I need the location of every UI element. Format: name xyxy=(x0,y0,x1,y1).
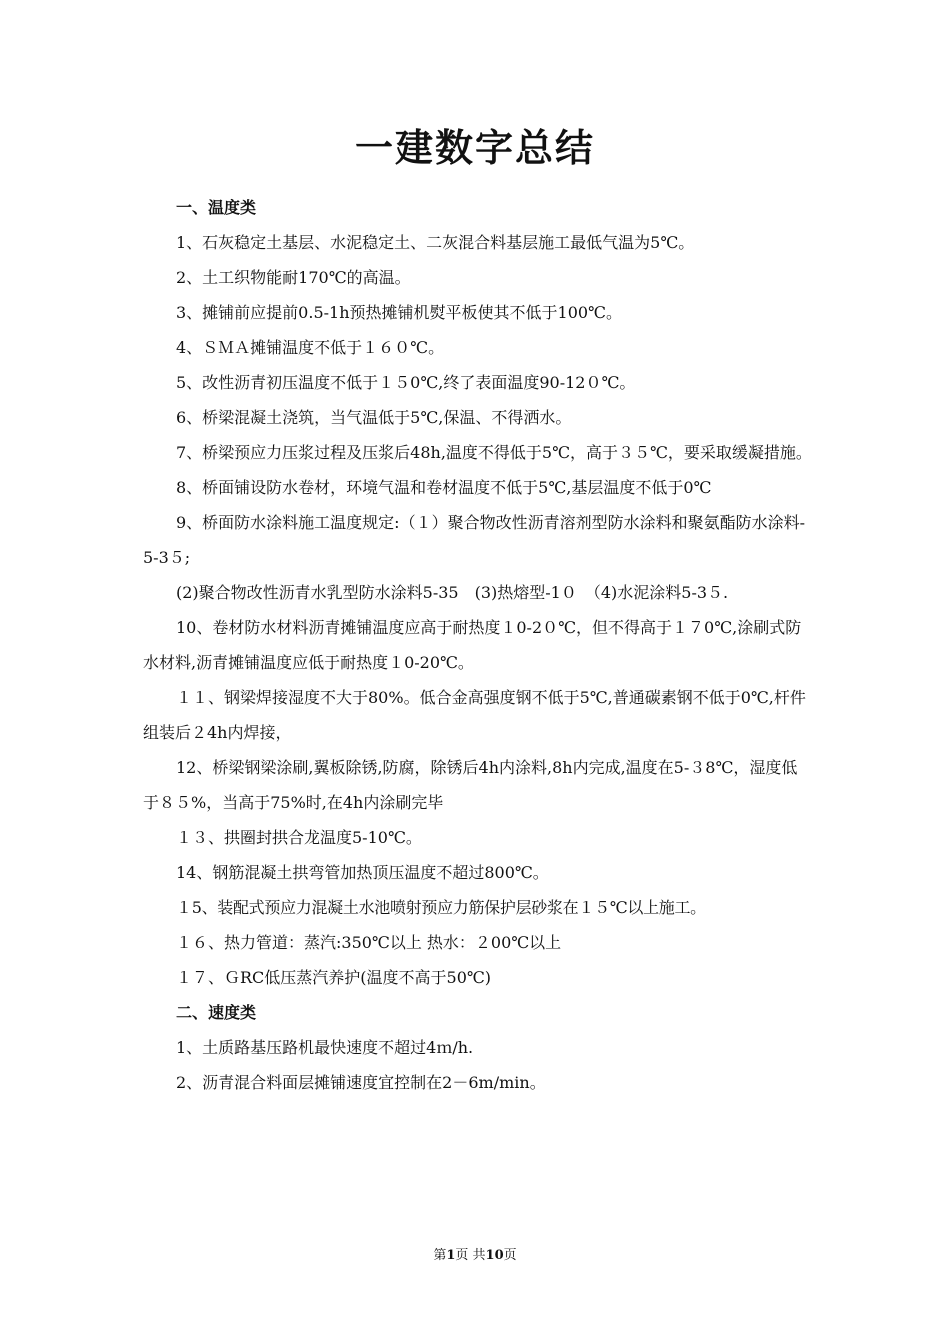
list-item: 4、ＳＭＡ摊铺温度不低于１６０℃。 xyxy=(176,338,445,357)
list-item: 2、土工织物能耐170℃的高温。 xyxy=(176,268,411,287)
section-heading-temperature: 一、温度类 xyxy=(176,198,257,217)
section-heading-speed: 二、速度类 xyxy=(176,1003,257,1022)
document-body xyxy=(143,190,813,1100)
page-footer xyxy=(0,1246,950,1266)
list-item: 5、改性沥青初压温度不低于１５0℃,终了表面温度90-12０℃。 xyxy=(176,373,636,392)
list-item: 8、桥面铺设防水卷材，环境气温和卷材温度不低于5℃,基层温度不低于0℃ xyxy=(176,478,712,497)
list-item: 6、桥梁混凝土浇筑，当气温低于5℃,保温、不得洒水。 xyxy=(176,408,572,427)
list-item: 2、沥青混合料面层摊铺速度宜控制在2－6m/min。 xyxy=(176,1073,546,1092)
list-item: 1、石灰稳定土基层、水泥稳定土、二灰混合料基层施工最低气温为5℃。 xyxy=(176,233,695,252)
document-title: 一建数字总结 xyxy=(354,125,595,170)
list-item: １１、钢梁焊接湿度不大于80%。低合金高强度钢不低于5℃,普通碳素钢不低于0℃,杆件组装后２4h内焊接， xyxy=(143,688,806,742)
list-item: (2)聚合物改性沥青水乳型防水涂料5-35 (3)热熔型-1０ （4)水泥涂料5-3５. xyxy=(176,583,729,602)
list-item: 14、钢筋混凝土拱弯管加热顶压温度不超过800℃。 xyxy=(176,863,549,882)
footer-middle: 页 共 xyxy=(455,1248,486,1263)
list-item: １６、热力管道：蒸汽:350℃以上 热水：２00℃以上 xyxy=(176,933,562,952)
list-item: 7、桥梁预应力压浆过程及压浆后48h,温度不得低于5℃，高于３５℃，要采取缓凝措施。 xyxy=(176,443,812,462)
list-item: 1、土质路基压路机最快速度不超过4ｍ/h. xyxy=(176,1038,474,1057)
footer-prefix: 第 xyxy=(433,1248,447,1263)
footer-page-number: 1 xyxy=(446,1248,456,1263)
list-item: 3、摊铺前应提前0.5-1h预热摊铺机熨平板使其不低于100℃。 xyxy=(176,303,622,322)
list-item: １７、ＧRC低压蒸汽养护(温度不高于50℃) xyxy=(176,968,492,987)
list-item: 12、桥梁钢梁涂刷,翼板除锈,防腐，除锈后4h内涂料,8h内完成,温度在5-３8℃，湿度低于８５%，当高于75%时,在4h内涂刷完毕 xyxy=(143,758,798,812)
list-item: 9、桥面防水涂料施工温度规定:（１）聚合物改性沥青溶剂型防水涂料和聚氨酯防水涂料-5-3５; xyxy=(143,513,805,567)
footer-suffix: 页 xyxy=(503,1248,517,1263)
list-item: １5、装配式预应力混凝土水池喷射预应力筋保护层砂浆在１５℃以上施工。 xyxy=(176,898,706,917)
list-item: １３、拱圈封拱合龙温度5-10℃。 xyxy=(176,828,422,847)
footer-page-total: 10 xyxy=(485,1248,504,1263)
list-item: 10、卷材防水材料沥青摊铺温度应高于耐热度１0-2０℃，但不得高于１７0℃,涂刷式防水材料,沥青摊铺温度应低于耐热度１0-20℃。 xyxy=(143,618,802,672)
